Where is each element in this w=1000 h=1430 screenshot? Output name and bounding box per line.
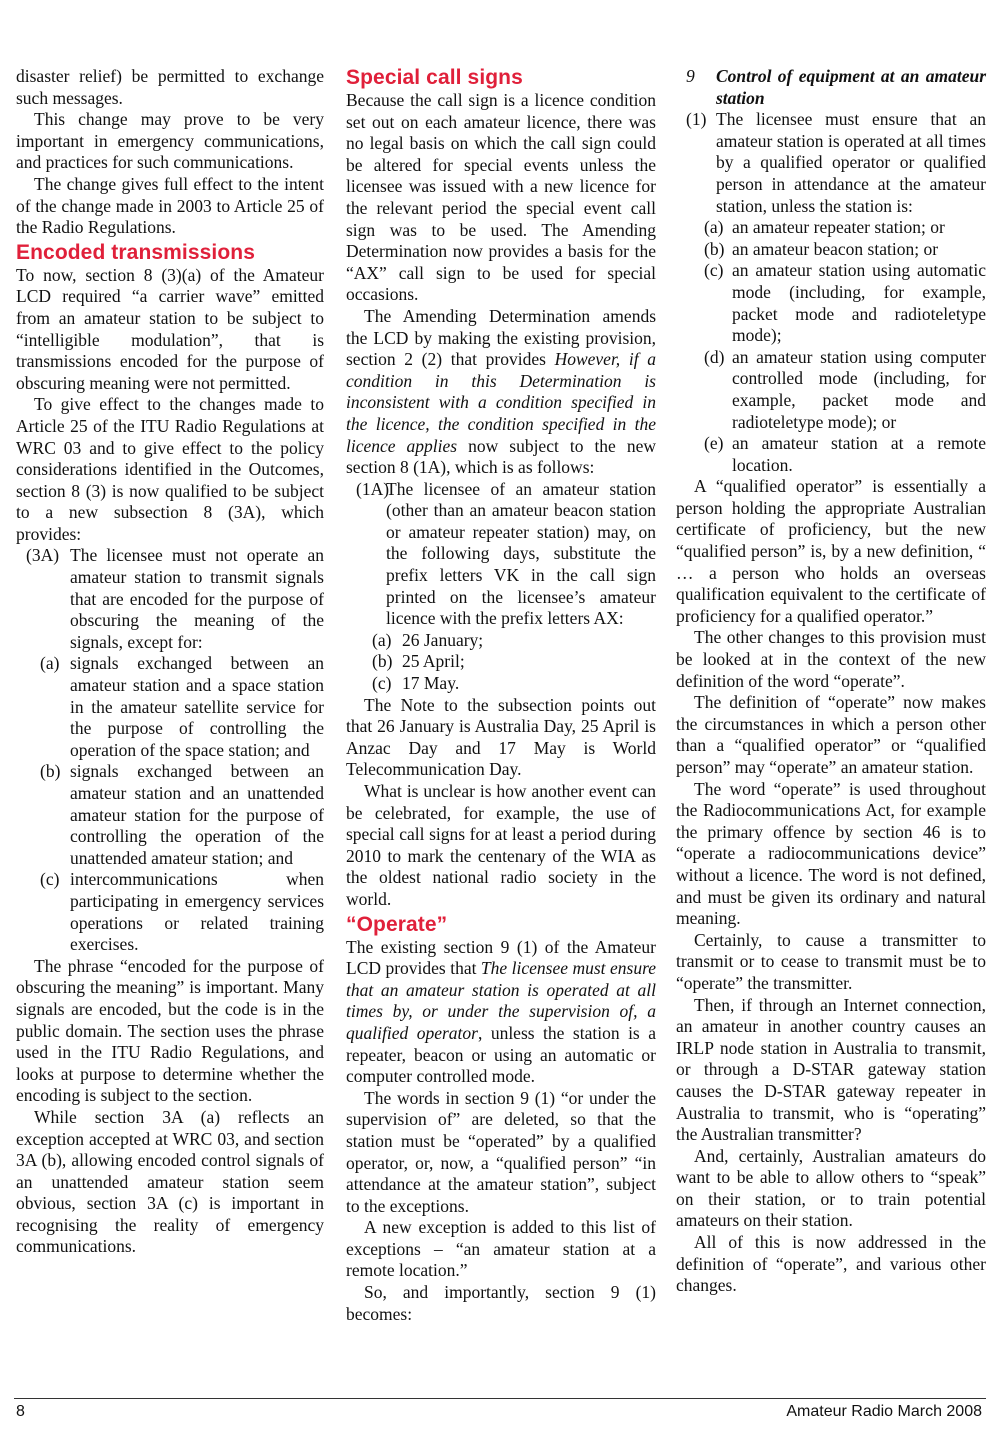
item-text: 25 April; xyxy=(402,651,465,672)
item-number: (a) xyxy=(40,653,60,674)
paragraph: While section 3A (a) reflects an exception accepted at WRC 03, and section 3A (b), allowing encoded control signals of an unattended amateur station seem obvious, section 3A (c) is important in recognising the reality of emergency communications. xyxy=(16,1106,324,1257)
paragraph: So, and importantly, section 9 (1) becomes: xyxy=(346,1282,656,1324)
paragraph: To give effect to the changes made to Article 25 of the ITU Radio Regulations at WRC 03 and to give effect to the policy considerations identified in the Outcomes, section 8 (3) is now qualified to be subject to a new subsection 8 (3A), which provides: xyxy=(16,394,324,544)
paragraph: The words in section 9 (1) “or under the supervision of” are deleted, so that the station must be “operated” by a qualified operator, or, now, a “qualified person” “in attendance at the amateur station”, subject to the exceptions. xyxy=(346,1087,656,1216)
clause-number: (1A) xyxy=(356,478,390,499)
list-item xyxy=(16,653,324,761)
item-number: (b) xyxy=(704,238,725,259)
item-number: (c) xyxy=(704,260,724,281)
paragraph: The definition of “operate” now makes the circumstances in which a person other than a “qualified operator” or “qualified person” may “operate” an amateur station. xyxy=(676,692,986,777)
paragraph: The Note to the subsection points out that 26 January is Australia Day, 25 April is Anzac Day and 17 May is World Telecommunication Day. xyxy=(346,694,656,780)
paragraph: disaster relief) be permitted to exchange such messages. xyxy=(16,66,324,108)
paragraph: A new exception is added to this list of exceptions – “an amateur station at a remote location.” xyxy=(346,1217,656,1281)
list-item xyxy=(346,673,656,695)
paragraph xyxy=(346,306,656,479)
publication-footer: Amateur Radio March 2008 xyxy=(786,1403,982,1420)
column-2 xyxy=(346,66,656,1325)
item-number: (c) xyxy=(40,869,60,890)
paragraph: All of this is now addressed in the definition of “operate”, and various other changes. xyxy=(676,1232,986,1296)
text-run: The Amending Determination amends the LCD by making the existing provision, section 2 (2) that provides xyxy=(346,305,656,370)
item-text: an amateur beacon station; or xyxy=(732,238,939,259)
heading-encoded-transmissions: Encoded transmissions xyxy=(16,240,255,264)
clause-number: (1) xyxy=(686,109,707,130)
column-3 xyxy=(676,66,986,1297)
clause-number: (3A) xyxy=(26,545,60,566)
paragraph: The change gives full effect to the intent of the change made in 2003 to Article 25 of the Radio Regulations. xyxy=(16,173,324,238)
paragraph: The other changes to this provision must be looked at in the context of the new definition of the word “operate”. xyxy=(676,627,986,691)
item-text: signals exchanged between an amateur station and a space station in the amateur satellite service for the purpose of controlling the operation of the space station; and xyxy=(70,653,324,760)
heading-operate: “Operate” xyxy=(346,912,448,936)
paragraph: The phrase “encoded for the purpose of obscuring the meaning” is important. Many signals are encoded, but the code is in the public domain. The section uses the phrase used in the ITU Radio Regulations, and looks at purpose to determine whether the encoding is subject to the section. xyxy=(16,955,324,1106)
clause-text: The licensee of an amateur station (other than an amateur beacon station or amateur repeater station) may, on the following days, substitute the prefix letters VK in the call sign printed on the licensee’s amateur licence with the prefix letters AX: xyxy=(386,478,656,629)
item-number: (b) xyxy=(372,651,393,672)
paragraph: This change may prove to be very important in emergency communications, and practices for such communications. xyxy=(16,109,324,173)
page-number: 8 xyxy=(16,1403,25,1420)
list-item xyxy=(346,651,656,673)
quoted-provision: However, if a condition in this Determination is inconsistent with a condition specified in the licence, the condition specified in the licence applies xyxy=(346,349,656,456)
list-item xyxy=(676,260,986,346)
section-subheading xyxy=(676,66,986,109)
text-run: , unless the station is a repeater, beacon or using an automatic or computer controlled mode. xyxy=(346,1022,656,1087)
item-number: (e) xyxy=(704,433,724,454)
list-item xyxy=(346,630,656,652)
heading-special-call-signs: Special call signs xyxy=(346,66,523,89)
section-title: Control of equipment at an amateur station xyxy=(716,66,986,108)
column-1 xyxy=(16,66,324,1258)
clause-text: The licensee must not operate an amateur station to transmit signals that are encoded for the purpose of obscuring the meaning of the signals, except for: xyxy=(70,545,324,652)
list-item xyxy=(676,239,986,261)
paragraph xyxy=(346,937,656,1088)
text-run: The existing section 9 (1) of the Amateur LCD provides that xyxy=(346,936,656,979)
clause-1 xyxy=(676,109,986,217)
item-text: an amateur station using automatic mode (including, for example, packet mode and radioteletype mode); xyxy=(732,260,986,346)
clause-text: The licensee must ensure that an amateur station is operated at all times by a qualified operator or qualified person in attendance at the amateur station, unless the station is: xyxy=(716,109,986,216)
quoted-provision: The licensee must ensure that an amateur station is operated at all times by, or under the supervision of, a qualified operator xyxy=(346,958,656,1043)
item-text: an amateur repeater station; or xyxy=(732,217,945,238)
list-item xyxy=(676,433,986,476)
footer-rule xyxy=(14,1398,986,1399)
list-item xyxy=(676,217,986,239)
text-run: now subject to the new section 8 (1A), which is as follows: xyxy=(346,435,656,478)
paragraph: Because the call sign is a licence condition set out on each amateur licence, there was no legal basis on which the call sign could be altered for special events unless the licensee was issued with a new licence for the relevant period the special event call sign was to be used. The Amending Determination now provides a basis for the “AX” call sign to be used for special occasions. xyxy=(346,90,656,305)
item-text: an amateur station at a remote location. xyxy=(732,433,986,475)
item-text: intercommunications when participating in emergency services operations or related training exercises. xyxy=(70,869,324,955)
item-text: 17 May. xyxy=(402,673,460,694)
paragraph: Then, if through an Internet connection, an amateur in another country causes an IRLP node station in Australia to transmit, or through a D-STAR gateway station causes the D-STAR gateway repeater in Australia to transmit, who is “operating” the Australian transmitter? xyxy=(676,994,986,1145)
paragraph: The word “operate” is used throughout the Radiocommunications Act, for example the primary offence by section 46 is to “operate a radiocommunications device” without a licence. The word is not defined, and must be given its ordinary and natural meaning. xyxy=(676,778,986,929)
list-item xyxy=(676,347,986,433)
paragraph: Certainly, to cause a transmitter to transmit or to cease to transmit must be to “operate” the transmitter. xyxy=(676,929,986,993)
paragraph: What is unclear is how another event can be celebrated, for example, the use of special call signs for at least a period during 2010 to mark the centenary of the WIA as the oldest national radio society in the world. xyxy=(346,781,656,909)
list-item xyxy=(16,869,324,955)
item-number: (a) xyxy=(372,629,392,650)
paragraph: A “qualified operator” is essentially a person holding the appropriate Australian certificate of proficiency, but the new “qualified person” is, by a new definition, “ … a person who holds an overseas qualification equivalent to the certificate of proficiency for a qualified operator.” xyxy=(676,476,986,626)
list-item xyxy=(16,761,324,869)
clause-1a xyxy=(346,479,656,630)
item-text: 26 January; xyxy=(402,629,484,650)
item-number: (b) xyxy=(40,761,61,782)
item-number: (c) xyxy=(372,673,392,694)
clause-3a xyxy=(16,545,324,653)
item-text: signals exchanged between an amateur station and an unattended amateur station for the purpose of controlling the operation of the unattended amateur station; and xyxy=(70,761,324,868)
item-number: (d) xyxy=(704,346,725,367)
paragraph: To now, section 8 (3)(a) of the Amateur LCD required “a carrier wave” emitted from an amateur station to be subject to “intelligible modulation”, that is transmissions encoded for the purpose of obscuring meaning were not permitted. xyxy=(16,264,324,393)
item-text: an amateur station using computer controlled mode (including, for example, packet mode and radioteletype mode); or xyxy=(732,346,986,432)
item-number: (a) xyxy=(704,217,724,238)
section-number: 9 xyxy=(686,66,695,86)
paragraph: And, certainly, Australian amateurs do want to be able to allow others to “speak” on their station, or to train potential amateurs on their station. xyxy=(676,1145,986,1231)
